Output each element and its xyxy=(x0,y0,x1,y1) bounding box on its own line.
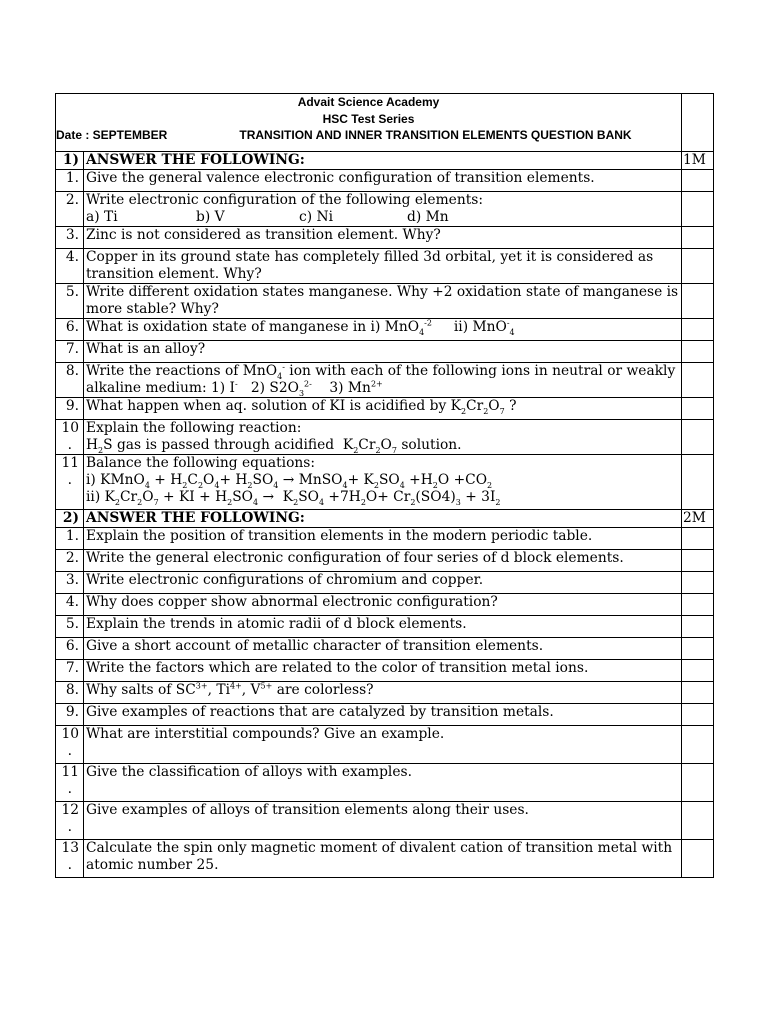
table-row xyxy=(56,227,714,249)
table-row xyxy=(56,660,714,682)
question-text: Zinc is not considered as transition element. Why? xyxy=(84,227,682,249)
question-text: Give the general valence electronic configuration of transition elements. xyxy=(84,170,682,192)
question-text: Copper in its ground state has completely filled 3d orbital, yet it is considered as transition element. Why? xyxy=(84,249,682,284)
question-text: Give examples of alloys of transition elements along their uses. xyxy=(84,802,682,840)
question-number: 8. xyxy=(56,682,84,704)
section-number: 2) xyxy=(56,510,84,528)
question-number: 11 xyxy=(61,764,79,780)
question-number: 3. xyxy=(56,572,84,594)
question-text: Give a short account of metallic character of transition elements. xyxy=(84,638,682,660)
question-number: 7. xyxy=(56,341,84,363)
table-row xyxy=(56,550,714,572)
question-number: 1. xyxy=(56,170,84,192)
table-row: 11 . Balance the following equations: i) KMnO$_4$ + $H_2C_2O_4+ H_2SO_4$ → MnSO$_4$+ $K_2SO_4 +H_2O +CO_2$ ii) $K_2Cr_2O_7$ + KI + $H_2SO_4 \to K_2SO_4 +7H_2O+ Cr_2(SO4)_3 + 3I_2$ xyxy=(56,455,714,510)
question-text: Write different oxidation states manganese. Why +2 oxidation state of manganese is more stable? Why? xyxy=(84,284,682,319)
table-row: 11 . Give the classification of alloys with examples. xyxy=(56,764,714,802)
series-name: HSC Test Series xyxy=(322,111,415,126)
question-subtext: $H_2S$ gas is passed through acidified $K_2Cr_2O_7$ solution. xyxy=(86,437,462,455)
section-heading: ANSWER THE FOLLOWING: xyxy=(84,152,682,170)
page-title: TRANSITION AND INNER TRANSITION ELEMENTS QUESTION BANK xyxy=(239,128,632,142)
table-row xyxy=(56,528,714,550)
question-text: Explain the trends in atomic radii of d block elements. xyxy=(84,616,682,638)
question-text: Calculate the spin only magnetic moment of divalent cation of transition metal with atomic number 25. xyxy=(84,840,682,878)
question-text: Give the classification of alloys with examples. xyxy=(84,764,682,802)
table-row xyxy=(56,704,714,726)
question-text: Explain the position of transition elements in the modern periodic table. xyxy=(84,528,682,550)
academy-name: Advait Science Academy xyxy=(297,95,440,109)
question-text: Write the factors which are related to the color of transition metal ions. xyxy=(84,660,682,682)
question-text: Why salts of $SC^{3+}$, $Ti^{4+}$, $V^{5+}$ are colorless? xyxy=(84,682,682,704)
equation-2: ii) $K_2Cr_2O_7$ + KI + $H_2SO_4 \to K_2SO_4 +7H_2O+ Cr_2(SO4)_3 + 3I_2$ xyxy=(86,489,501,507)
question-text: Why does copper show abnormal electronic configuration? xyxy=(84,594,682,616)
question-number: 4. xyxy=(56,249,84,284)
question-number: 6. xyxy=(56,638,84,660)
question-text: What is an alloy? xyxy=(84,341,682,363)
table-row xyxy=(56,594,714,616)
table-row: 10 . What are interstitial compounds? Give an example. xyxy=(56,726,714,764)
question-number: 7. xyxy=(56,660,84,682)
question-number: 12 xyxy=(61,802,79,818)
table-row xyxy=(56,682,714,704)
section-1-heading-row xyxy=(56,152,714,170)
section-2-heading-row xyxy=(56,510,714,528)
element-options xyxy=(86,209,679,226)
date-label: Date : SEPTEMBER xyxy=(56,128,168,142)
question-number: 3. xyxy=(56,227,84,249)
table-row xyxy=(56,638,714,660)
marks-label: 1M xyxy=(682,152,714,170)
table-row: 13 . Calculate the spin only magnetic moment of divalent cation of transition metal with atomic number 25. xyxy=(56,840,714,878)
equation-1: i) KMnO$_4$ + $H_2C_2O_4+ H_2SO_4$ → MnSO$_4$+ $K_2SO_4 +H_2O +CO_2$ xyxy=(86,472,493,490)
question-number: 6. xyxy=(56,319,84,341)
question-number: 13 xyxy=(61,840,79,856)
option-c: c) Ni xyxy=(299,209,333,225)
question-number: 2. xyxy=(56,550,84,572)
question-number: 9. xyxy=(56,704,84,726)
question-bank-table xyxy=(55,93,714,878)
table-row: 10 . Explain the following reaction: $H_2S$ gas is passed through acidified $K_2Cr_2O_7$ solution. xyxy=(56,420,714,455)
question-number: 4. xyxy=(56,594,84,616)
option-d: d) Mn xyxy=(407,209,449,225)
table-row xyxy=(56,616,714,638)
option-b: b) V xyxy=(196,209,225,225)
table-row xyxy=(56,572,714,594)
question-number: 5. xyxy=(56,616,84,638)
question-number: 1. xyxy=(56,528,84,550)
question-number: 11 xyxy=(61,455,79,471)
question-number: 5. xyxy=(56,284,84,319)
section-heading: ANSWER THE FOLLOWING: xyxy=(84,510,682,528)
section-number: 1) xyxy=(56,152,84,170)
header-row xyxy=(56,94,714,152)
question-text: What is oxidation state of manganese in i) MnO$_4^{-2}$ ii) MnO-$_4$ xyxy=(84,319,682,341)
table-row xyxy=(56,249,714,284)
question-text: Explain the following reaction: xyxy=(86,420,302,436)
table-row xyxy=(56,170,714,192)
question-text: Balance the following equations: xyxy=(86,455,316,471)
question-number: 8. xyxy=(56,363,84,398)
question-number: 10 xyxy=(61,420,79,436)
table-row xyxy=(56,319,714,341)
question-text: Give examples of reactions that are catalyzed by transition metals. xyxy=(84,704,682,726)
question-number: 9. xyxy=(56,398,84,420)
table-row xyxy=(56,398,714,420)
marks-label: 2M xyxy=(682,510,714,528)
table-row xyxy=(56,363,714,398)
table-row: 12 . Give examples of alloys of transition elements along their uses. xyxy=(56,802,714,840)
question-text: What are interstitial compounds? Give an example. xyxy=(84,726,682,764)
option-a: a) Ti xyxy=(86,209,118,225)
question-text: Write the reactions of MnO$_4$- ion with each of the following ions in neutral or weakly alkaline medium: 1) I- 2) $S2O_3^{2-}$ 3) $Mn^{2+}$ xyxy=(84,363,682,398)
table-row xyxy=(56,284,714,319)
question-text: What happen when aq. solution of KI is acidified by $K_2Cr_2O_7$ ? xyxy=(84,398,682,420)
table-row xyxy=(56,192,714,227)
question-number: 10 xyxy=(61,726,79,742)
question-text: Write electronic configurations of chromium and copper. xyxy=(84,572,682,594)
question-text: Write the general electronic configuration of four series of d block elements. xyxy=(84,550,682,572)
question-text: Write electronic configuration of the following elements: xyxy=(86,192,483,208)
question-number: 2. xyxy=(56,192,84,227)
table-row xyxy=(56,341,714,363)
